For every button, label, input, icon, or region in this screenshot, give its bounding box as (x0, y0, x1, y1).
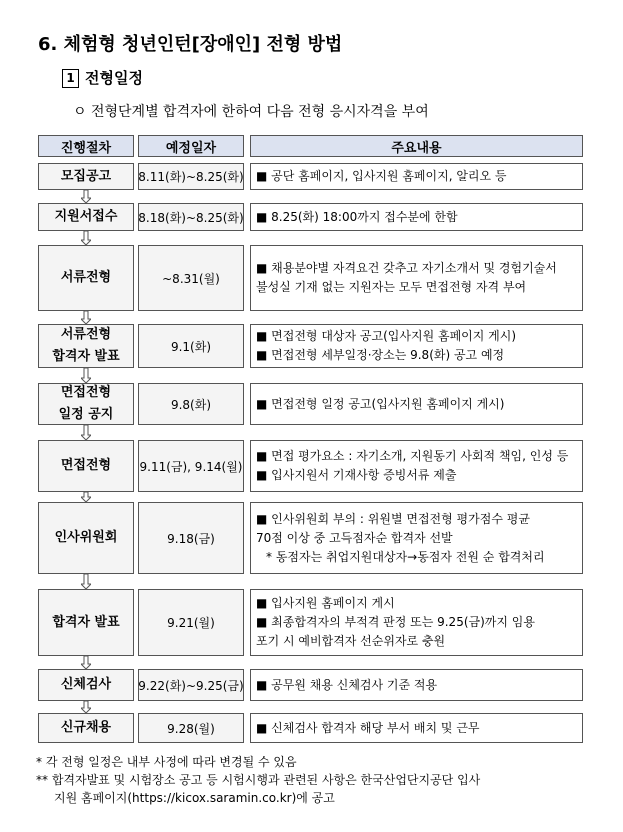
content-cell (250, 324, 583, 368)
header-cell: 예정일자 (138, 135, 244, 157)
date-cell: 9.28(월) (138, 713, 244, 743)
intro-text: ㅇ 전형단계별 합격자에 한하여 다음 전형 응시자격을 부여 (73, 104, 429, 120)
content-line: ■ 면접 평가요소 : 자기소개, 지원동기 사회적 책임, 인성 등 (256, 449, 569, 463)
stage-label: 합격자 발표 (52, 349, 120, 364)
date-cell: 9.18(금) (138, 502, 244, 574)
content-cell (250, 440, 583, 492)
section-title: 6. 체험형 청년인턴[장애인] 전형 방법 (38, 34, 343, 55)
content-cell (250, 245, 583, 311)
date-cell: 9.8(화) (138, 383, 244, 425)
stage-label: 서류전형 (60, 270, 112, 285)
down-arrow-icon (81, 190, 91, 203)
stage-cell (38, 589, 134, 656)
date-cell: 9.21(월) (138, 589, 244, 656)
down-arrow-icon (81, 574, 91, 589)
stage-label: 서류전형 (60, 327, 112, 342)
stage-label: 신체검사 (60, 677, 112, 692)
stage-cell (38, 383, 134, 425)
content-line: ■ 최종합격자의 부적격 판정 또는 9.25(금)까지 임용 (256, 615, 535, 629)
subsection-title: 전형일정 (85, 69, 143, 87)
content-line: ■ 채용분야별 자격요건 갖추고 자기소개서 및 경험기술서 (256, 261, 557, 275)
stage-label: 합격자 발표 (52, 614, 120, 630)
down-arrow-icon (81, 701, 91, 713)
stage-label: 일정 공지 (58, 407, 114, 422)
content-cell (250, 203, 583, 231)
content-line: ■ 인사위원회 부의 : 위원별 면접전형 평가점수 평균 (256, 511, 530, 526)
content-line: ■ 공단 홈페이지, 입사지원 홈페이지, 알리오 등 (256, 169, 507, 183)
down-arrow-icon (81, 231, 91, 245)
down-arrow-icon (81, 311, 91, 324)
stage-label: 신규채용 (60, 720, 112, 735)
down-arrow-icon (81, 368, 91, 383)
content-line: ■ 면접전형 일정 공고(입사지원 홈페이지 게시) (256, 396, 505, 411)
content-cell (250, 589, 583, 656)
content-cell (250, 502, 583, 574)
content-line: ■ 신체검사 합격자 해당 부서 배치 및 근무 (256, 720, 480, 735)
header-cell: 주요내용 (250, 135, 583, 157)
content-line: ■ 8.25(화) 18:00까지 접수분에 한함 (256, 209, 458, 224)
date-cell: 9.1(화) (138, 324, 244, 368)
down-arrow-icon (81, 492, 91, 502)
content-cell (250, 713, 583, 743)
stage-cell (38, 163, 134, 190)
stage-label: 면접전형 (60, 385, 112, 400)
stage-cell (38, 669, 134, 701)
content-line: ■ 입사지원 홈페이지 게시 (256, 596, 395, 610)
stage-label: 인사위원회 (54, 530, 118, 545)
content-cell (250, 383, 583, 425)
content-line: 포기 시 예비합격자 선순위자로 충원 (256, 634, 446, 648)
content-line: ■ 면접전형 대상자 공고(입사지원 홈페이지 게시) (256, 329, 517, 343)
stage-cell (38, 502, 134, 574)
down-arrow-icon (81, 425, 91, 440)
down-arrow-icon (81, 656, 91, 669)
footnote-line: 지원 홈페이지(https://kicox.saramin.co.kr)에 공고 (54, 791, 335, 805)
content-line: 불성실 기재 없는 지원자는 모두 면접전형 자격 부여 (256, 280, 527, 294)
content-line: ■ 공무원 채용 신체검사 기준 적용 (256, 677, 438, 692)
stage-cell (38, 440, 134, 492)
content-line: ■ 면접전형 세부일정·장소는 9.8(화) 공고 예정 (256, 348, 505, 362)
footnote-line: ** 합격자발표 및 시험장소 공고 등 시험시행과 관련된 사항은 한국산업단지공단 입사 (36, 773, 481, 787)
stage-label: 면접전형 (60, 458, 112, 473)
content-cell (250, 163, 583, 190)
date-cell: 9.11(금), 9.14(월) (138, 440, 244, 492)
date-cell: 8.11(화)~8.25(화) (138, 163, 244, 190)
stage-cell (38, 203, 134, 231)
stage-cell (38, 245, 134, 311)
stage-cell (38, 324, 134, 368)
date-cell: 8.18(화)~8.25(화) (138, 203, 244, 231)
stage-cell (38, 713, 134, 743)
date-cell: 9.22(화)~9.25(금) (138, 669, 244, 701)
stage-label: 모집공고 (60, 168, 112, 184)
content-line: 70점 이상 중 고득점자순 합격자 선발 (256, 530, 453, 545)
subsection-number: 1 (62, 69, 79, 88)
date-cell: ~8.31(월) (138, 245, 244, 311)
subsection-heading (62, 67, 143, 88)
stage-label: 지원서접수 (54, 209, 118, 224)
footnote-line: * 각 전형 일정은 내부 사정에 따라 변경될 수 있음 (36, 755, 297, 769)
content-line: * 동점자는 취업지원대상자→동점자 전원 순 합격처리 (266, 549, 545, 564)
content-cell (250, 669, 583, 701)
content-line: ■ 입사지원서 기재사항 증빙서류 제출 (256, 468, 457, 482)
header-cell: 진행절차 (38, 135, 134, 157)
